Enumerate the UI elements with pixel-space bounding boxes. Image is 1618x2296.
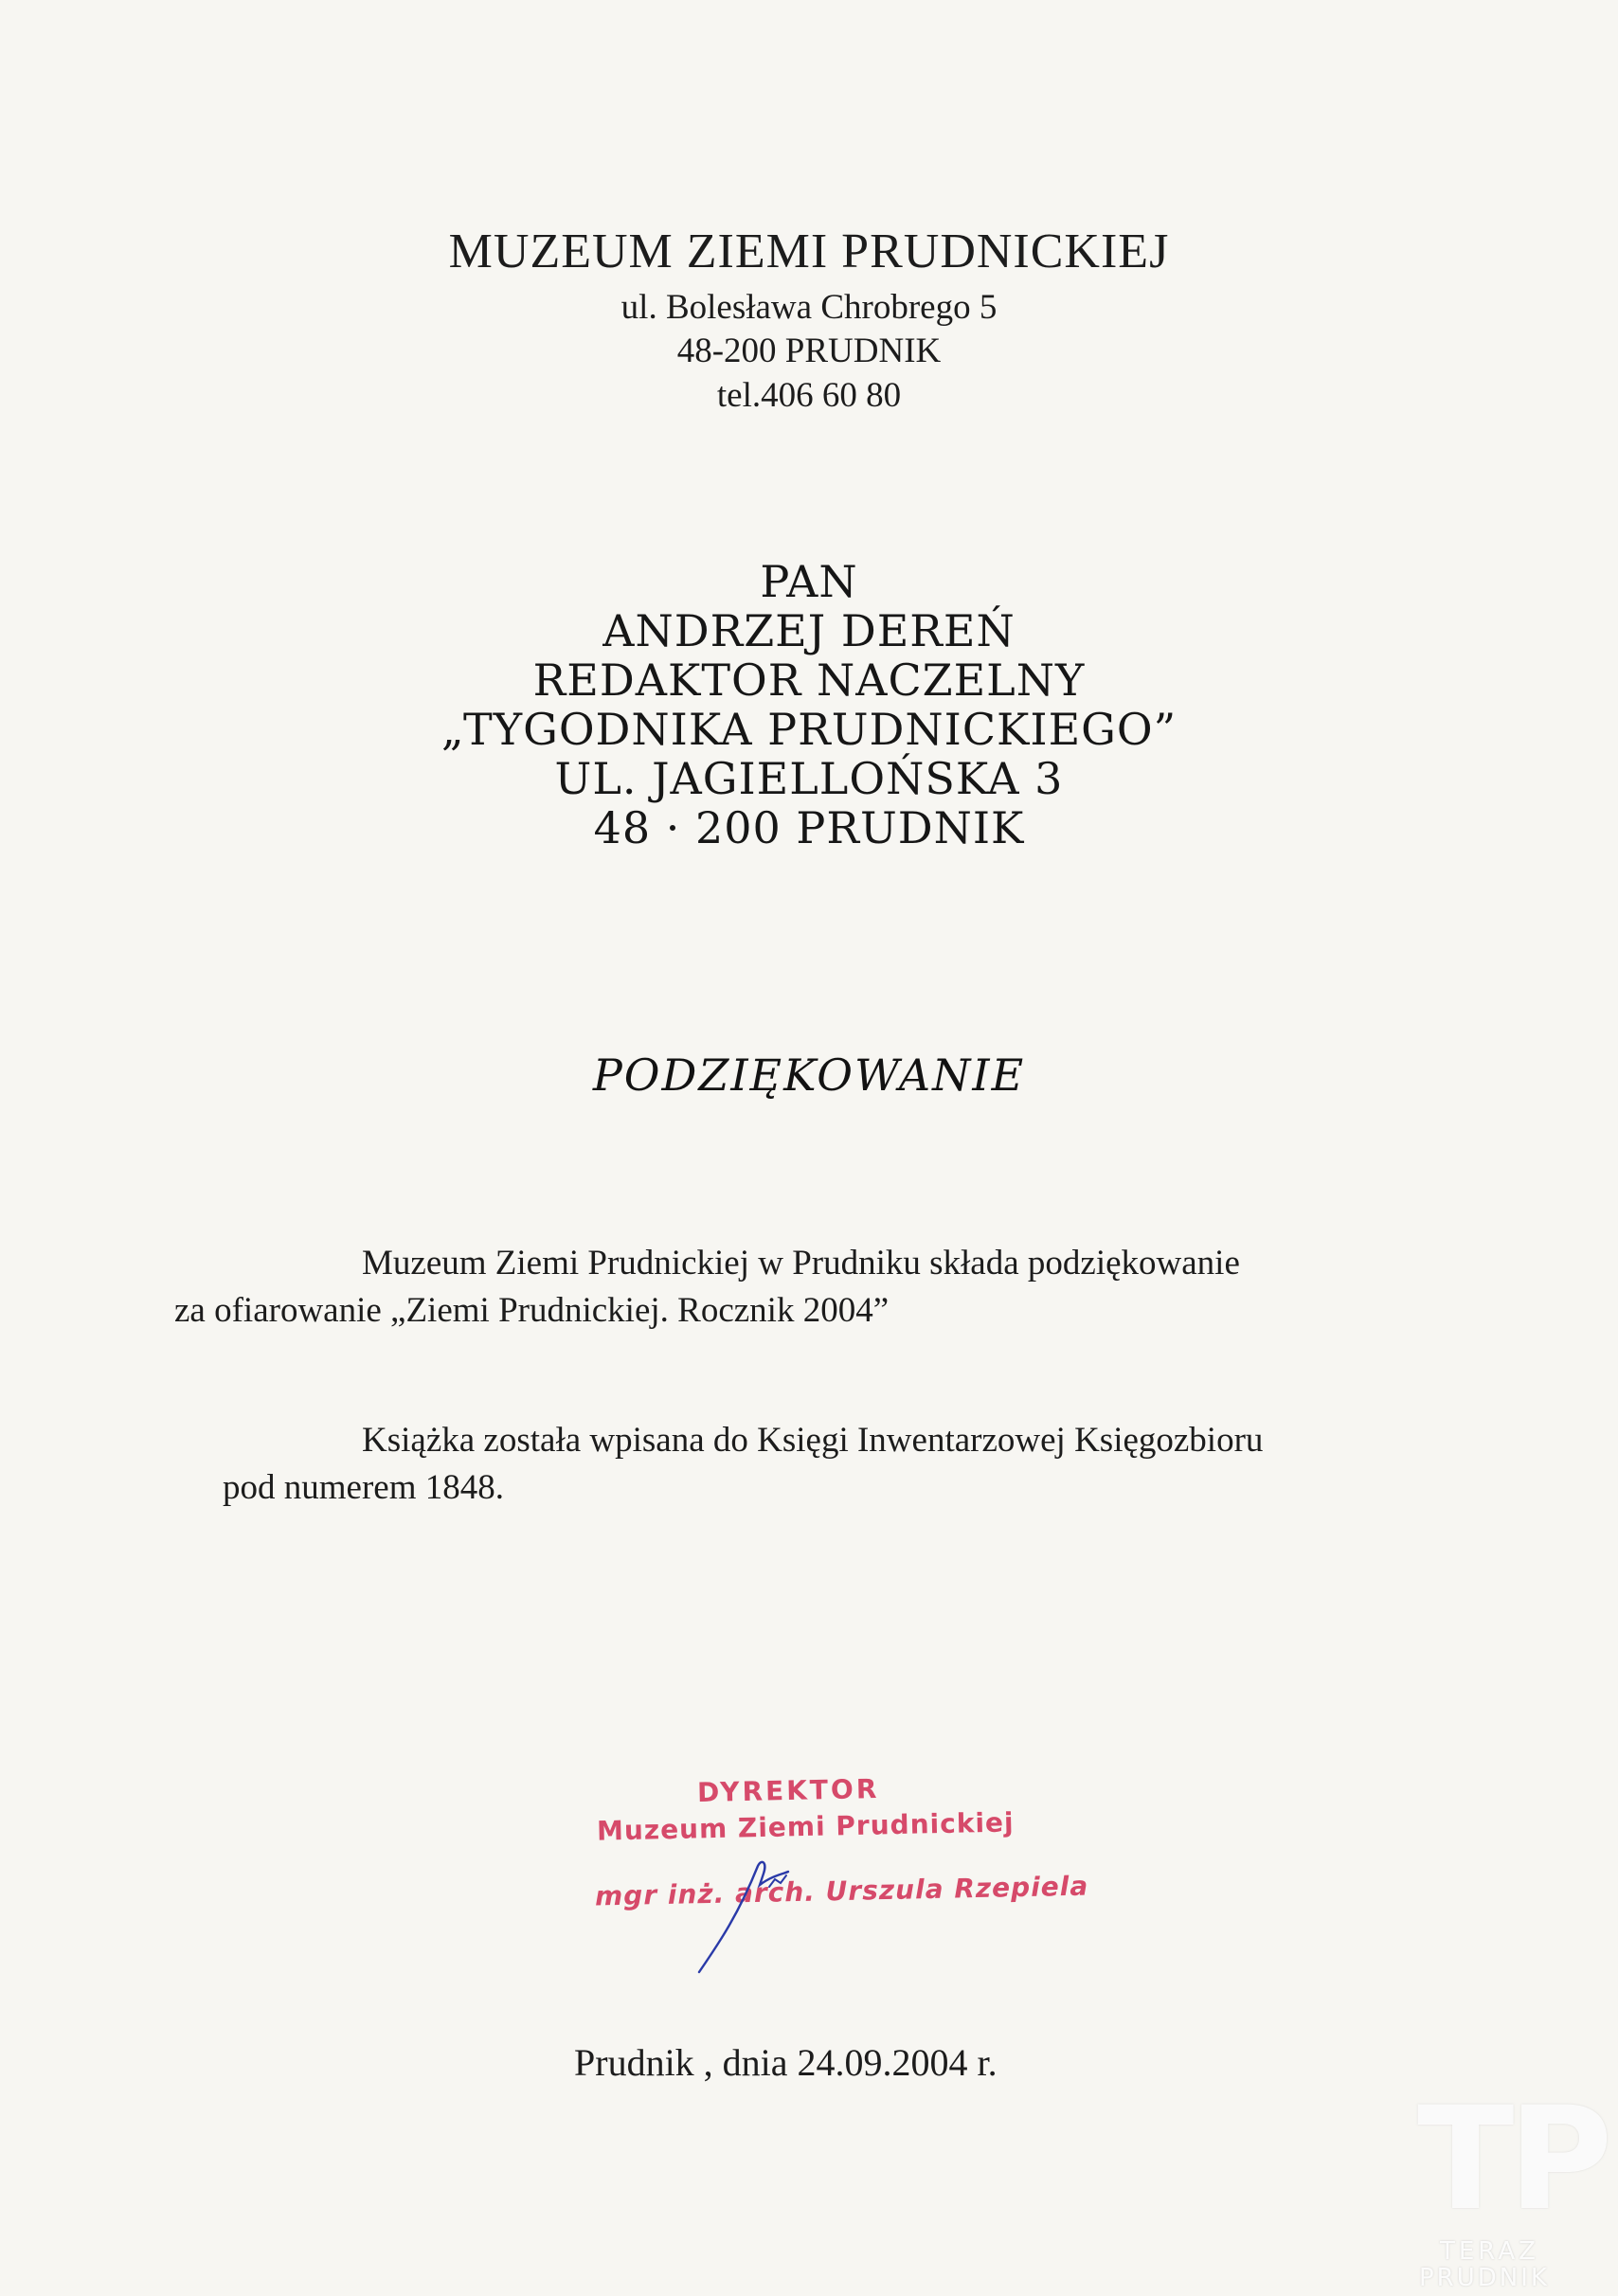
recipient-line: 48 · 200 PRUDNIK (593, 802, 1025, 853)
handwritten-signature (682, 1847, 834, 1980)
document-date: Prudnik , dnia 24.09.2004 r. (574, 2041, 998, 2084)
recipient-line: REDAKTOR NACZELNY (532, 655, 1086, 706)
stamp-name: mgr inż. arch. Urszula Rzepiela (594, 1870, 1089, 1912)
watermark-line-1: TERAZ (1440, 2237, 1539, 2266)
body-paragraph-2-line-1: Książka została wpisana do Księgi Inwentarzowej Księgozbioru (362, 1421, 1264, 1460)
recipient-block (0, 557, 1618, 852)
recipient-line: PAN (760, 556, 858, 607)
museum-name: MUZEUM ZIEMI PRUDNICKIEJ (448, 224, 1170, 278)
body-paragraph-1-line-2: za ofiarowanie „Ziemi Prudnickiej. Rocznik 2004” (174, 1291, 890, 1330)
document-heading: PODZIĘKOWANIE (592, 1049, 1026, 1101)
body-paragraph-1-line-1: Muzeum Ziemi Prudnickiej w Prudniku składa podziękowanie (362, 1244, 1240, 1283)
museum-city: 48-200 PRUDNIK (676, 332, 942, 370)
watermark-letters: TP (1417, 2077, 1608, 2242)
museum-phone: tel.406 60 80 (716, 376, 902, 415)
body-paragraph-2-line-2: pod numerem 1848. (223, 1468, 504, 1507)
stamp-organization: Muzeum Ziemi Prudnickiej (596, 1806, 1015, 1847)
recipient-line: ANDRZEJ DEREŃ (602, 605, 1016, 656)
museum-street: ul. Bolesława Chrobrego 5 (620, 288, 998, 327)
stamp-title: DYREKTOR (696, 1772, 880, 1809)
recipient-line: „TYGODNIKA PRUDNICKIEGO” (440, 704, 1178, 755)
recipient-line: UL. JAGIELLOŃSKA 3 (554, 753, 1064, 804)
watermark-line-2: PRUDNIK (1419, 2264, 1550, 2292)
watermark-logo (1411, 2077, 1610, 2292)
